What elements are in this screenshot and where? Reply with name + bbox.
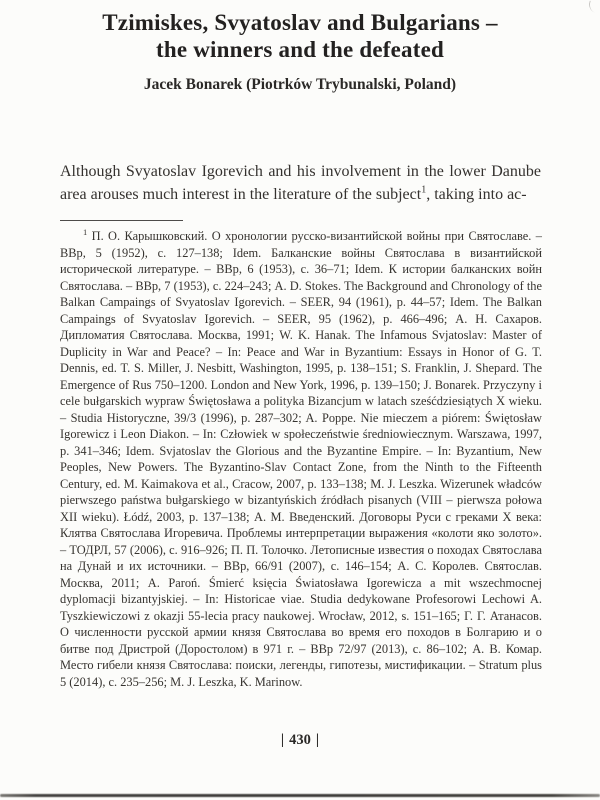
footnote-marker: 1 <box>83 226 88 237</box>
body-text-after-note: , taking into ac- <box>426 185 527 203</box>
page-number-value: 430 <box>289 732 311 748</box>
footnote-paragraph <box>60 228 542 690</box>
author-line: Jacek Bonarek (Piotrków Trybunalski, Poland) <box>143 76 457 93</box>
footnote-separator-rule <box>60 220 183 221</box>
paper-title <box>0 0 600 63</box>
footnote-text: П. О. Карышковский. О хронологии русско-византийской войны при Святославе. – ВВр, 5 (1952), с. 127–138; Idem. Балканские войны Святослава в византийской исторической литературе. – ВВр, 6 (1953), с. 36–71; Idem. К истории балканских войн Святослава. – ВВр, 7 (1953), с. 224–243; A. D. Stokes. The Background and Chronology of the Balkan Campaings of Svyatoslav Igorevich. – SEER, 94 (1961), p. 44–57; Idem. The Balkan Campaings of Svyatoslav Igorevich. – SEER, 95 (1962), p. 466–496; А. Н. Сахаров. Дипломатия Святослава. Москва, 1991; W. K. Hanak. The Infamous Svjatoslav: Master of Duplicity in War and Peace? – In: Peace and War in Byzantium: Essays in Honor of G. T. Dennis, ed. T. S. Miller, J. Nesbitt, Washington, 1995, p. 138–151; S. Franklin, J. Shepard. The Emergence of Rus 750–1200. London and New York, 1996, p. 139–150; J. Bonarek. Przyczyny i cele bułgarskich wypraw Świętosława a polityka Bizancjum w latach sześćdziesiątych X wieku. – Studia Historyczne, 39/3 (1996), p. 287–302; A. Poppe. Nie mieczem a piórem: Świętosław Igorewicz i Leon Diakon. – In: Człowiek w społeczeństwie średniowiecznym. Warszawa, 1997, p. 341–346; Idem. Svjatoslav the Glorious and the Byzantine Empire. – In: Byzantium, New Peoples, New Powers. The Byzantino-Slav Contact Zone, from the Ninth to the Fifteenth Century, ed. M. Kaimakova et al., Cracow, 2007, p. 133–138; M. J. Leszka. Wizerunek władców pierwszego państwa bułgarskiego w bizantyńskich źródłach pisanych (VIII – pierwsza połowa XII wieku). Łódź, 2003, p. 137–138; А. М. Введенский. Договоры Руси с греками X века: Клятва Святослава Игоревича. Проблемы интерпретации выражения «колоти яко золото». – ТОДРЛ, 57 (2006), с. 916–926; П. П. Толочко. Летописные известия о походах Святослава на Дунай и их источники. – ВВр, 66/91 (2007), с. 146–154; А. С. Королев. Святослав. Москва, 2011; A. Paroń. Śmierć księcia Światosława Igorewicza a mit wszechmocnej dyplomacji bizantyjskiej. – In: Historicae viae. Studia dedykowane Profesorowi Lechowi A. Tyszkiewiczowi z okazji 55-lecia pracy naukowej. Wrocław, 2012, s. 151–165; Г. Г. Атанасов. О численности русской армии князя Святослава во время его походов в Болгарию и о битве под Дристрой (Доростолом) в 971 г. – ВВр 72/97 (2013), с. 86–102; А. В. Комар. Место гибели князя Святослава: поиски, легенды, гипотезы, мистификации. – Stratum plus 5 (2014), с. 235–256; M. J. Leszka, K. Marinow. <box>60 229 542 689</box>
page-number <box>0 732 600 749</box>
paper-title-line1: Tzimiskes, Svyatoslav and Bulgarians – <box>102 10 498 35</box>
body-text-before-note: Although Svyatoslav Igorevich and his involvement in the lower Danube area arouses much interest in the literature of the subject <box>60 163 541 203</box>
scan-edge-shadow <box>0 794 600 797</box>
page-number-left-bar: | <box>280 732 285 748</box>
footnote-reference-marker: 1 <box>421 184 427 196</box>
page-number-right-bar: | <box>315 732 320 748</box>
paper-title-line2: the winners and the defeated <box>156 37 444 62</box>
body-paragraph <box>60 161 541 206</box>
